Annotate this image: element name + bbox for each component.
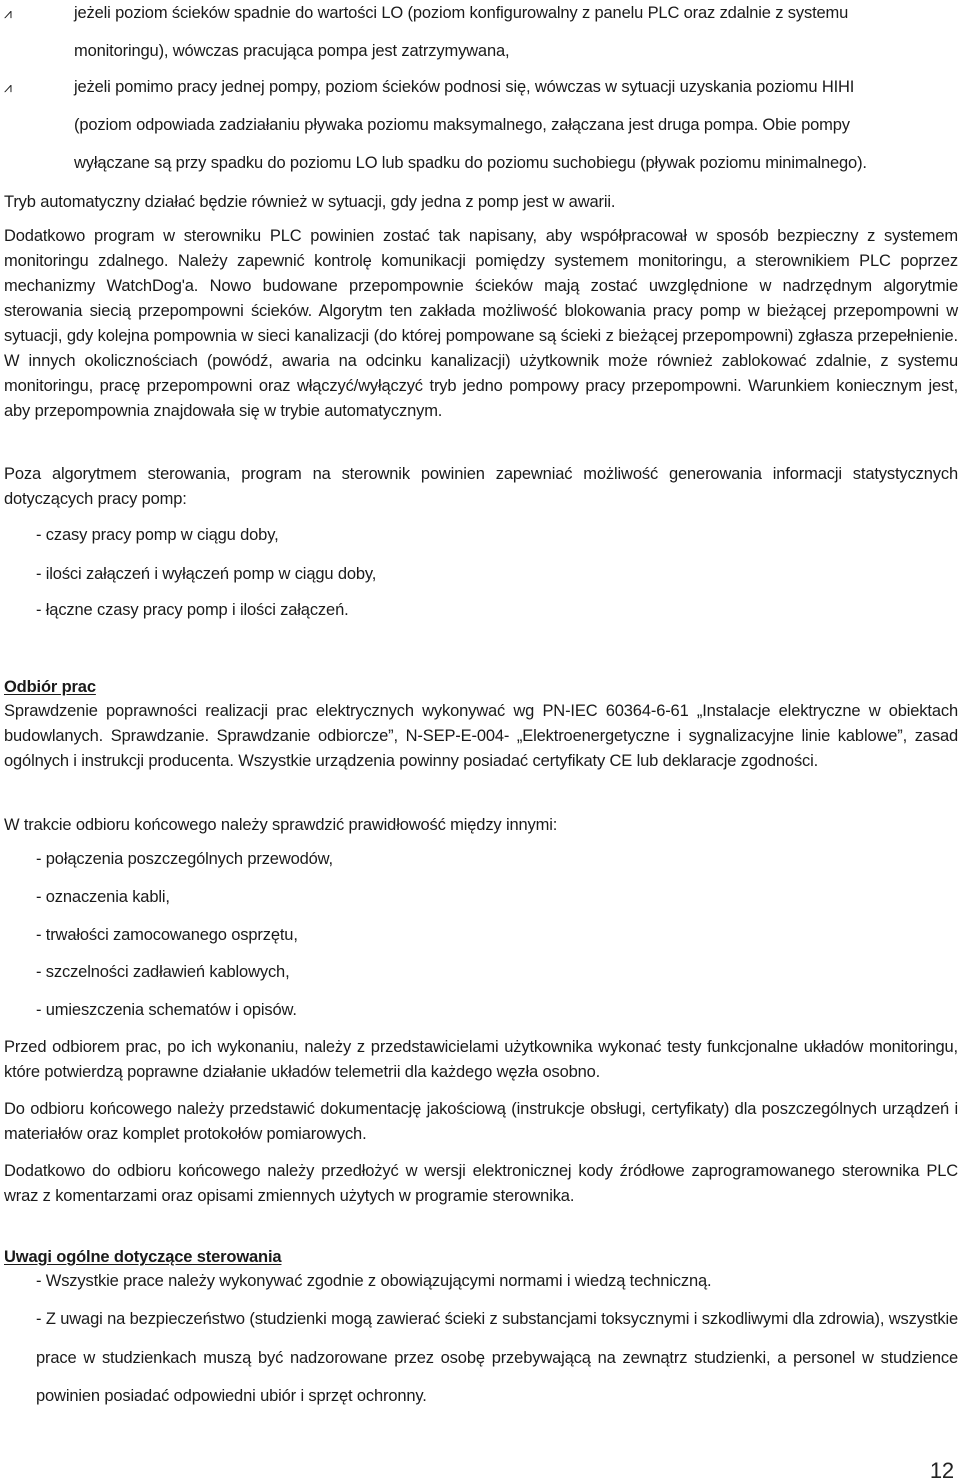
list-item-check: - szczelności zadławień kablowych,: [36, 963, 290, 981]
bullet-line: wyłączane są przy spadku do poziomu LO lub spadku do poziomu suchobiegu (pływak poziomu minimalnego).: [74, 154, 867, 172]
section-heading-uwagi-ogolne: Uwagi ogólne dotyczące sterowania: [4, 1248, 282, 1266]
bullet-item-hihi-level: [4, 68, 960, 182]
paragraph-przed-odbiorem: Przed odbiorem prac, po ich wykonaniu, należy z przedstawicielami użytkownika wykonać testy funkcjonalne układów monitoringu, które potwierdzą poprawne działanie układów telemetrii dla każdego węzła osobno.: [4, 1038, 958, 1081]
arrow-bullet-icon: ⩘: [4, 5, 12, 21]
bullet-line: jeżeli pomimo pracy jednej pompy, poziom ścieków podnosi się, wówczas w sytuacji uzyskania poziomu HIHI: [74, 78, 855, 96]
bullet-line: jeżeli poziom ścieków spadnie do wartości LO (poziom konfigurowalny z panelu PLC oraz zdalnie z systemu: [74, 4, 849, 22]
bullet-line: (poziom odpowiada zadziałaniu pływaka poziomu maksymalnego, załączana jest druga pompa. Obie pompy: [74, 116, 850, 134]
list-item-stat: - ilości załączeń i wyłączeń pomp w ciągu doby,: [36, 565, 377, 583]
paragraph-poza-algorytmem: Poza algorytmem sterowania, program na sterownik powinien zapewniać możliwość generowania informacji statystycznych dotyczących pracy pomp:: [4, 465, 958, 508]
list-item-check: - umieszczenia schematów i opisów.: [36, 1001, 297, 1019]
section-heading-odbior-prac: Odbiór prac: [4, 678, 96, 696]
list-item-check: - połączenia poszczególnych przewodów,: [36, 850, 333, 868]
paragraph-dodatkowo-odbior: Dodatkowo do odbioru końcowego należy przedłożyć w wersji elektronicznej kody źródłowe zaprogramowanego sterownika PLC wraz z komentarzami oraz opisami zmiennych użytych w programie sterownika.: [4, 1162, 958, 1205]
list-item-stat: - czasy pracy pomp w ciągu doby,: [36, 526, 279, 544]
paragraph-w-trakcie-odbioru: W trakcie odbioru końcowego należy sprawdzić prawidłowość między innymi:: [4, 816, 558, 834]
list-item-uwagi: - Z uwagi na bezpieczeństwo (studzienki mogą zawierać ścieki z substancjami toksycznymi i szkodliwymi dla zdrowia), wszystkie prace w studzienkach muszą być nadzorowane przez osobę przebywającą na zewnątrz studzienki, a personel w studzience powinien posiadać odpowiedni ubiór i sprzęt ochronny.: [36, 1310, 958, 1405]
bullet-item-lo-level: [4, 0, 960, 70]
paragraph-dodatkowo-program: Dodatkowo program w sterowniku PLC powinien zostać tak napisany, aby współpracował w sposób bezpieczny z systemem monitoringu zdalnego. Należy zapewnić kontrolę komunikacji pomiędzy systemem monitoringu, a sterownikiem PLC poprzez mechanizmy WatchDog'a. Nowo budowane przepompownie ścieków mają zostać uwzględnione w nadrzędnym algorytmie sterowania siecią przepompowni ścieków. Algorytm ten zakłada możliwość blokowania pracy pomp w bieżącej przepompowni w sytuacji, gdy kolejna pompownia w sieci kanalizacji (do której pompowane są ścieki z bieżącej przepompowni) zgłasza przepełnienie. W innych okolicznościach (powódź, awaria na odcinku kanalizacji) użytkownik może również zablokować zdalnie, z systemu monitoringu, pracę przepompowni oraz włączyć/wyłączyć tryb jedno pompowy pracy przepompowni. Warunkiem koniecznym jest, aby przepompownia znajdowała się w trybie automatycznym.: [4, 227, 958, 420]
arrow-bullet-icon: ⩘: [4, 79, 12, 95]
paragraph-tryb-automatyczny: Tryb automatyczny działać będzie również w sytuacji, gdy jedna z pomp jest w awarii.: [4, 193, 616, 211]
page-number: 12: [929, 1458, 954, 1483]
bullet-line: monitoringu), wówczas pracująca pompa jest zatrzymywana,: [74, 42, 510, 60]
list-item-stat: - łączne czasy pracy pomp i ilości załączeń.: [36, 601, 349, 619]
paragraph-sprawdzenie: Sprawdzenie poprawności realizacji prac elektrycznych wykonywać wg PN-IEC 60364-6-61 „Instalacje elektryczne w obiektach budowlanych. Sprawdzanie. Sprawdzanie odbiorcze”, N-SEP-E-004- „Elektroenergetyczne i sygnalizacyjne linie kablowe”, zasad ogólnych i instrukcji producenta. Wszystkie urządzenia powinny posiadać certyfikaty CE lub deklaracje zgodności.: [4, 702, 958, 770]
list-item-uwagi: - Wszystkie prace należy wykonywać zgodnie z obowiązującymi normami i wiedzą techniczną.: [36, 1272, 712, 1290]
paragraph-do-odbioru: Do odbioru końcowego należy przedstawić dokumentację jakościową (instrukcje obsługi, certyfikaty) dla poszczególnych urządzeń i materiałów oraz komplet protokołów pomiarowych.: [4, 1100, 958, 1143]
list-item-check: - oznaczenia kabli,: [36, 888, 170, 906]
list-item-check: - trwałości zamocowanego osprzętu,: [36, 926, 298, 944]
